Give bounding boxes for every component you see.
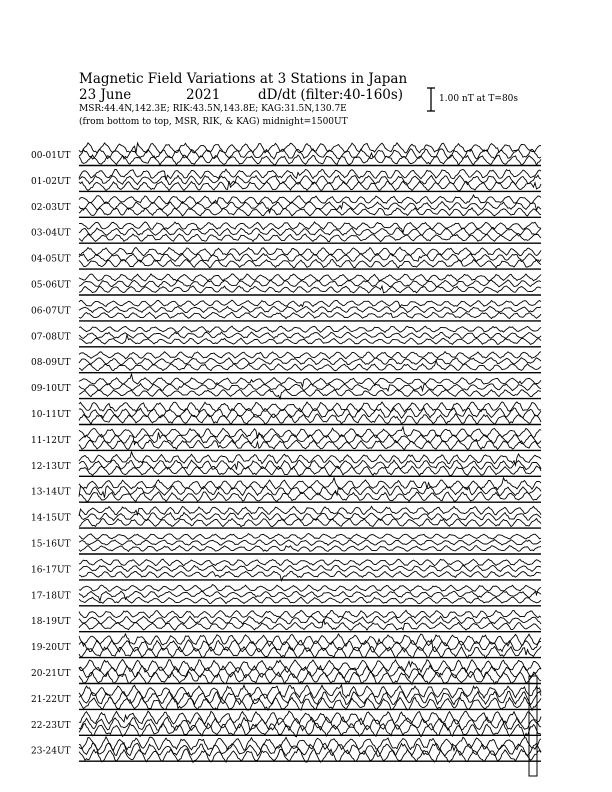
trace-kag xyxy=(79,352,541,359)
trace-msr xyxy=(79,153,541,165)
trace-rik xyxy=(79,358,541,365)
hour-label: 19-20UT xyxy=(31,643,71,654)
trace-kag xyxy=(79,660,541,673)
trace-msr xyxy=(79,439,541,449)
hour-label: 22-23UT xyxy=(31,720,71,731)
trace-rik xyxy=(79,306,541,312)
hour-row xyxy=(31,169,541,191)
chart-title: Magnetic Field Variations at 3 Stations in Japan xyxy=(79,71,408,87)
hour-row xyxy=(31,300,541,321)
hour-row xyxy=(31,711,541,737)
chart-date: 23 June xyxy=(79,87,132,103)
hour-label: 06-07UT xyxy=(31,306,71,317)
hour-row xyxy=(31,326,541,347)
hour-label: 10-11UT xyxy=(31,410,71,420)
trace-msr xyxy=(79,697,541,710)
hour-row xyxy=(31,559,541,581)
chart-year: 2021 xyxy=(186,87,221,103)
hour-row xyxy=(31,685,541,710)
hour-row xyxy=(31,374,541,399)
hour-label: 07-08UT xyxy=(31,332,71,343)
hour-label: 01-02UT xyxy=(31,176,71,187)
hour-label: 11-12UT xyxy=(31,435,71,446)
hour-row xyxy=(31,222,541,243)
trace-msr xyxy=(79,312,541,319)
trace-kag xyxy=(79,143,541,153)
hour-row xyxy=(31,660,541,685)
chart-filter: dD/dt (filter:40-160s) xyxy=(258,87,404,103)
trace-msr xyxy=(79,749,541,763)
hour-label: 16-17UT xyxy=(31,565,71,576)
trace-msr xyxy=(79,259,541,267)
trace-msr xyxy=(79,360,541,370)
trace-msr xyxy=(79,466,541,476)
hour-label: 18-19UT xyxy=(31,617,71,628)
trace-kag xyxy=(79,195,541,204)
trace-msr xyxy=(79,234,541,242)
station-coordinates: MSR:44.4N,142.3E; RIK:43.5N,143.8E; KAG:31.5N,130.7E xyxy=(79,104,347,114)
hour-label: 09-10UT xyxy=(31,384,71,395)
hour-row xyxy=(31,143,541,166)
trace-kag xyxy=(79,326,541,332)
trace-kag xyxy=(79,634,541,646)
hour-row xyxy=(31,610,541,631)
hour-label: 23-24UT xyxy=(31,746,71,757)
trace-kag xyxy=(79,534,541,540)
hour-label: 05-06UT xyxy=(31,280,71,291)
hour-row xyxy=(31,352,541,373)
scale-bar xyxy=(427,88,435,111)
trace-kag xyxy=(79,506,541,516)
hour-label: 04-05UT xyxy=(31,254,71,265)
trace-rik xyxy=(79,253,541,262)
hour-label: 13-14UT xyxy=(31,487,71,498)
hour-label: 02-03UT xyxy=(31,202,71,213)
hour-row xyxy=(31,247,541,269)
trace-rik xyxy=(79,332,541,339)
trace-msr xyxy=(79,335,541,345)
trace-msr xyxy=(79,546,541,552)
hour-label: 03-04UT xyxy=(31,228,71,239)
hour-row xyxy=(31,478,541,503)
trace-msr xyxy=(79,181,541,191)
trace-kag xyxy=(79,300,541,307)
hour-row xyxy=(31,427,541,451)
hour-row xyxy=(31,452,541,477)
trace-msr xyxy=(79,519,541,527)
hour-label: 14-15UT xyxy=(31,513,71,524)
trace-kag xyxy=(79,402,541,412)
trace-rik xyxy=(79,228,541,236)
station-order-note: (from bottom to top, MSR, RIK, & KAG) midnight=1500UT xyxy=(79,117,348,127)
trace-kag xyxy=(79,274,541,281)
trace-rik xyxy=(79,149,541,159)
trace-rik xyxy=(79,591,541,601)
hour-label: 12-13UT xyxy=(31,461,71,472)
hour-row xyxy=(31,195,541,217)
scale-bar-label: 1.00 nT at T=80s xyxy=(439,94,519,104)
trace-msr xyxy=(79,208,541,216)
hour-row xyxy=(31,534,541,555)
trace-rik xyxy=(79,175,541,185)
hour-label: 15-16UT xyxy=(31,539,71,550)
trace-rik xyxy=(79,280,541,287)
trace-kag xyxy=(79,427,541,439)
trace-msr xyxy=(79,597,541,604)
hour-row xyxy=(31,585,541,606)
hour-row xyxy=(31,634,541,658)
trace-rik xyxy=(79,565,541,572)
hour-row xyxy=(31,737,541,763)
hour-label: 08-09UT xyxy=(31,358,71,369)
hour-row xyxy=(31,274,541,295)
hour-row xyxy=(31,402,541,425)
trace-kag xyxy=(79,711,541,725)
trace-msr xyxy=(79,286,541,293)
hour-label: 20-21UT xyxy=(31,669,71,679)
trace-kag xyxy=(79,685,541,699)
trace-kag xyxy=(79,222,541,233)
hour-label: 00-01UT xyxy=(31,151,71,161)
trace-rik xyxy=(79,540,541,546)
hour-label: 17-18UT xyxy=(31,591,71,602)
trace-kag xyxy=(79,478,541,490)
trace-msr xyxy=(79,571,541,580)
trace-kag xyxy=(79,452,541,466)
trace-kag xyxy=(79,559,541,566)
hour-row xyxy=(31,506,541,528)
trace-rik xyxy=(79,384,541,391)
hour-label: 21-22UT xyxy=(31,694,71,705)
hour-rows xyxy=(31,143,541,763)
